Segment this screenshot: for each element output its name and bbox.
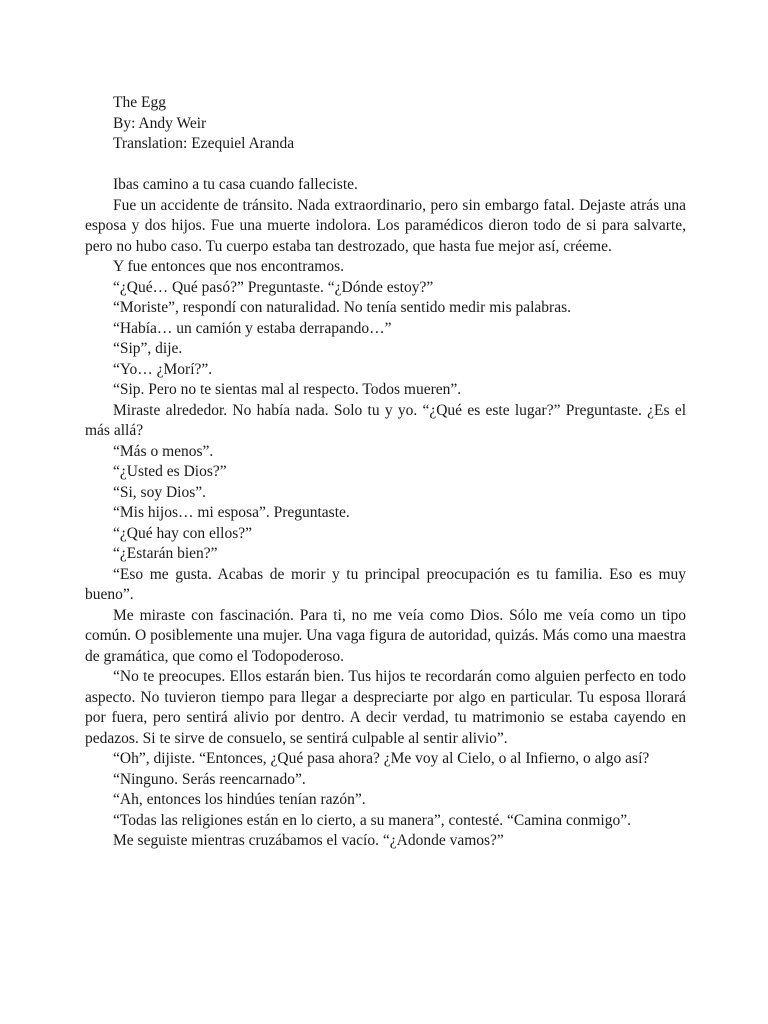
paragraph: “Sip”, dije.	[113, 340, 183, 357]
paragraph: “Más o menos”.	[113, 442, 214, 460]
paragraph: Fue un accidente de tránsito. Nada extraordinario, pero sin embargo fatal. Dejaste atrás una esposa y dos hijos. Fue una muerte indolora. Los paramédicos dieron todo de si para salvarte, pero no hubo caso. Tu cuerpo estaba tan destrozado, que hasta fue mejor así, créeme.	[85, 196, 686, 255]
paragraph: “Yo… ¿Morí?”.	[113, 360, 213, 378]
document-translation: Translation: Ezequiel Aranda	[113, 135, 295, 152]
paragraph: “Oh”, dijiste. “Entonces, ¿Qué pasa ahora? ¿Me voy al Cielo, o al Infierno, o algo así?	[113, 750, 650, 767]
paragraph: Ibas camino a tu casa cuando falleciste.	[113, 176, 358, 193]
document-page	[85, 93, 686, 852]
paragraph: “Moriste”, respondí con naturalidad. No tenía sentido medir mis palabras.	[113, 299, 571, 316]
paragraph: “Ah, entonces los hindúes tenían razón”.	[113, 791, 366, 808]
paragraph: “Ninguno. Serás reencarnado”.	[113, 770, 306, 788]
paragraph: “Si, soy Dios”.	[113, 483, 206, 501]
paragraph: “No te preocupes. Ellos estarán bien. Tus hijos te recordarán como alguien perfecto en todo aspecto. No tuvieron tiempo para llegar a despreciarte por algo en particular. Tu esposa llorará por fuera, pero sentirá alivio por dentro. A decir verdad, tu matrimonio se estaba cayendo en pedazos. Si te sirve de consuelo, se sentirá culpable al sentir alivio”.	[85, 668, 686, 747]
paragraph: “Mis hijos… mi esposa”. Preguntaste.	[113, 504, 350, 521]
document-title: The Egg	[113, 94, 166, 111]
paragraph: Me miraste con fascinación. Para ti, no me veía como Dios. Sólo me veía como un tipo común. O posiblemente una mujer. Una vaga figura de autoridad, quizás. Más como una maestra de gramática, que como el Todopoderoso.	[85, 606, 686, 665]
paragraph: “¿Qué… Qué pasó?” Preguntaste. “¿Dónde estoy?”	[113, 278, 434, 296]
document-byline: By: Andy Weir	[113, 114, 207, 132]
paragraph: “¿Estarán bien?”	[113, 545, 218, 562]
paragraph: “¿Qué hay con ellos?”	[113, 524, 253, 542]
blank-line	[85, 155, 686, 176]
paragraph: “Todas las religiones están en lo cierto, a su manera”, contesté. “Camina conmigo”.	[113, 811, 631, 829]
paragraph: Me seguiste mientras cruzábamos el vacío. “¿Adonde vamos?”	[113, 832, 504, 849]
paragraph: “Eso me gusta. Acabas de morir y tu principal preocupación es tu familia. Eso es muy bueno”.	[85, 565, 686, 603]
paragraph: Miraste alrededor. No había nada. Solo tu y yo. “¿Qué es este lugar?” Preguntaste. ¿Es el más allá?	[85, 401, 686, 439]
paragraph: Y fue entonces que nos encontramos.	[113, 258, 344, 275]
paragraph: “Sip. Pero no te sientas mal al respecto. Todos mueren”.	[113, 381, 462, 398]
paragraph: “¿Usted es Dios?”	[113, 463, 227, 480]
paragraph: “Había… un camión y estaba derrapando…”	[113, 319, 392, 337]
